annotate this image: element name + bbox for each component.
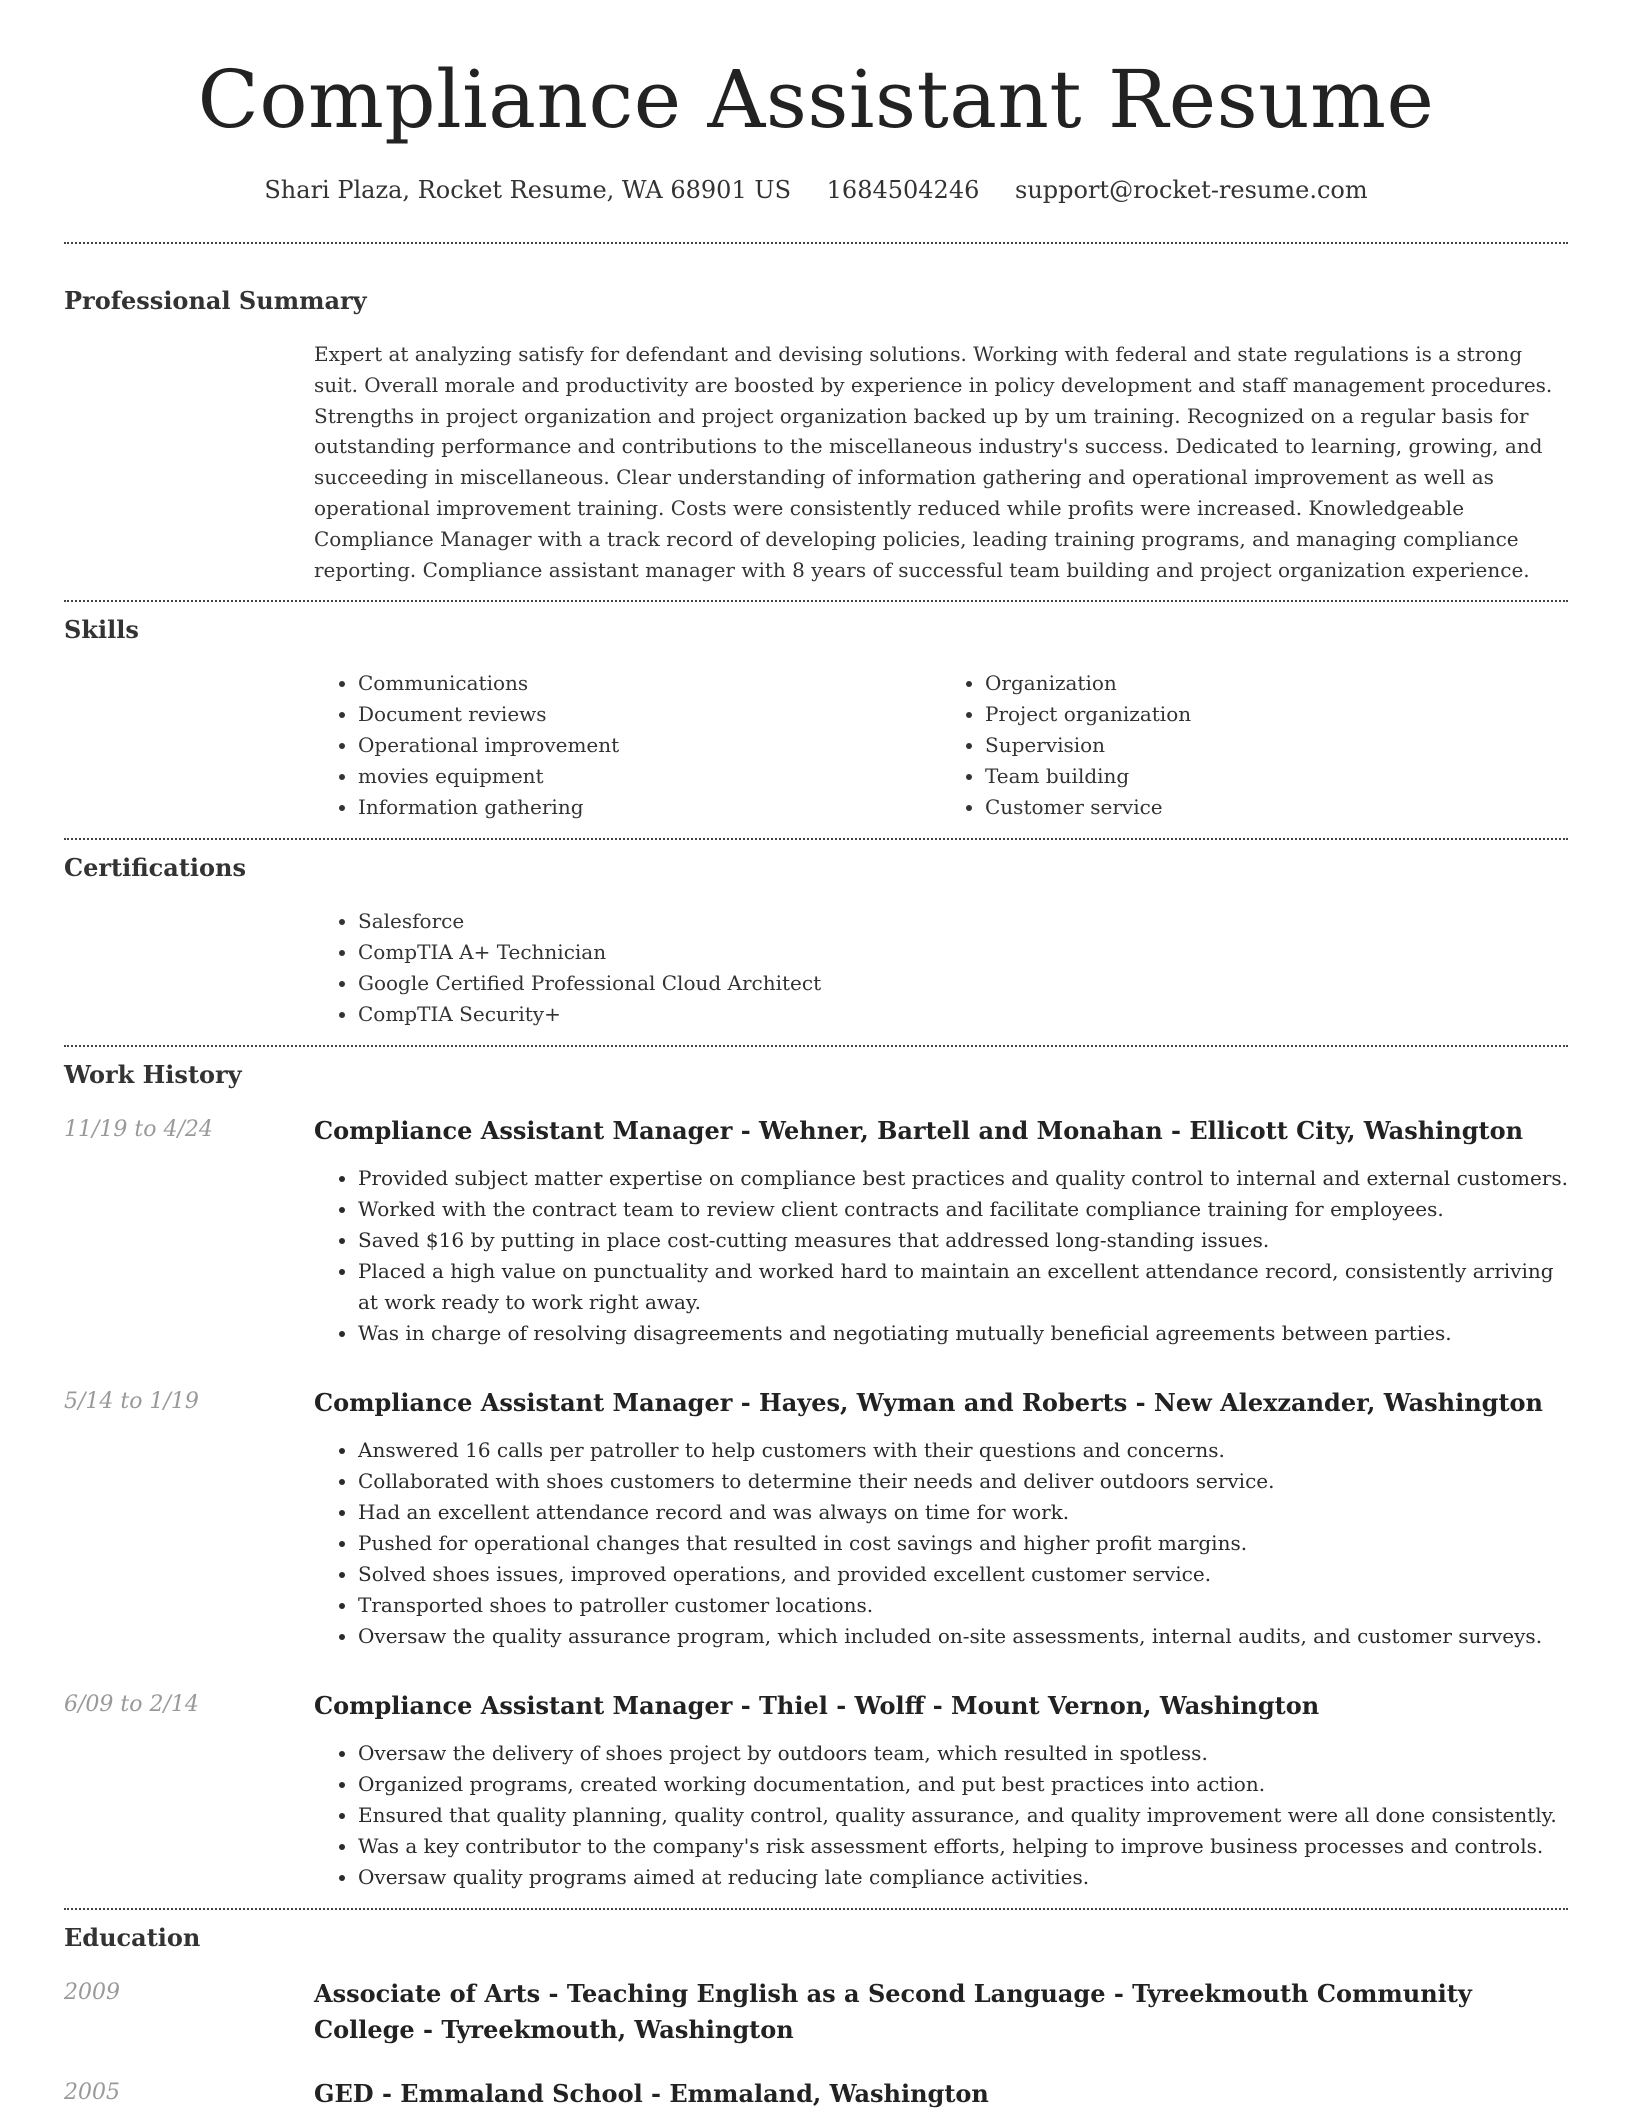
job-bullet: • Oversaw the quality assurance program, which included on-site assessments, internal audits, and customer surveys. [358, 1621, 1568, 1652]
job-bullet: • Organized programs, created working documentation, and put best practices into action. [358, 1769, 1568, 1800]
skill-item: • Customer service [985, 792, 1568, 823]
section-divider [64, 1908, 1568, 1910]
job-bullet: • Worked with the contract team to review client contracts and facilitate compliance training for employees. [358, 1194, 1568, 1225]
education-entry [64, 1976, 1568, 2048]
skills-column-left [314, 668, 941, 823]
certification-item: • CompTIA Security+ [358, 999, 1568, 1030]
section-divider [64, 242, 1568, 244]
certification-item: • Salesforce [358, 906, 1568, 937]
skills-heading: Skills [64, 615, 139, 645]
contact-phone: 1684504246 [826, 176, 980, 204]
skill-item: • Project organization [985, 699, 1568, 730]
certifications-list [314, 906, 1568, 1030]
job-bullet: • Transported shoes to patroller customer locations. [358, 1590, 1568, 1621]
job-bullet: • Was a key contributor to the company's risk assessment efforts, helping to improve business processes and controls. [358, 1831, 1568, 1862]
education-year: 2009 [64, 1980, 120, 2006]
education-entry [64, 2076, 1568, 2112]
job-bullet: • Oversaw quality programs aimed at reducing late compliance activities. [358, 1862, 1568, 1893]
certifications-section [64, 852, 1568, 1030]
work-history-heading: Work History [64, 1060, 242, 1090]
summary-heading: Professional Summary [64, 286, 367, 315]
job-bullet: • Answered 16 calls per patroller to help customers with their questions and concerns. [358, 1435, 1568, 1466]
job-bullets [314, 1163, 1568, 1349]
contact-email: support@rocket-resume.com [1015, 176, 1368, 204]
job-dates: 5/14 to 1/19 [64, 1389, 199, 1415]
job-entry [64, 1385, 1568, 1652]
skills-section [64, 614, 1568, 823]
job-bullet: • Solved shoes issues, improved operations, and provided excellent customer service. [358, 1559, 1568, 1590]
job-bullets [314, 1435, 1568, 1652]
job-bullet: • Oversaw the delivery of shoes project by outdoors team, which resulted in spotless. [358, 1738, 1568, 1769]
skills-list [314, 668, 1568, 823]
contact-address: Shari Plaza, Rocket Resume, WA 68901 US [264, 176, 792, 204]
work-history-section [64, 1059, 1568, 1893]
job-entry [64, 1688, 1568, 1893]
summary-section [64, 285, 1568, 585]
job-bullet: • Ensured that quality planning, quality control, quality assurance, and quality improvement were all done consistently. [358, 1800, 1568, 1831]
job-bullet: • Was in charge of resolving disagreements and negotiating mutually beneficial agreements between parties. [358, 1318, 1568, 1349]
certification-item: • CompTIA A+ Technician [358, 937, 1568, 968]
job-title: Compliance Assistant Manager - Hayes, Wyman and Roberts - New Alexzander, Washington [314, 1388, 1543, 1418]
job-bullet: • Had an excellent attendance record and was always on time for work. [358, 1497, 1568, 1528]
job-dates: 6/09 to 2/14 [64, 1692, 199, 1718]
job-bullet: • Saved $16 by putting in place cost-cutting measures that addressed long-standing issues. [358, 1225, 1568, 1256]
education-heading: Education [64, 1923, 201, 1953]
job-bullets [314, 1738, 1568, 1893]
education-title: GED - Emmaland School - Emmaland, Washington [314, 2079, 989, 2109]
education-year: 2005 [64, 2080, 120, 2106]
job-bullet: • Placed a high value on punctuality and worked hard to maintain an excellent attendance record, consistently arriving at work ready to work right away. [358, 1256, 1568, 1318]
skill-item: • Document reviews [358, 699, 941, 730]
skill-item: • Operational improvement [358, 730, 941, 761]
education-section [64, 1922, 1568, 2112]
section-divider [64, 1045, 1568, 1047]
page-title: Compliance Assistant Resume [197, 53, 1435, 146]
summary-text: Expert at analyzing satisfy for defendant and devising solutions. Working with federal and state regulations is a strong suit. Overall morale and productivity are boosted by experience in policy development and staff management procedures. Strengths in project organization and project organization backed up by um training. Recognized on a regular basis for outstanding performance and contributions to the miscellaneous industry's success. Dedicated to learning, growing, and succeeding in miscellaneous. Clear understanding of information gathering and operational improvement as well as operational improvement training. Costs were consistently reduced while profits were increased. Knowledgeable Compliance Manager with a track record of developing policies, leading training programs, and managing compliance reporting. Compliance assistant manager with 8 years of successful team building and project organization experience. [314, 342, 1553, 582]
skill-item: • Supervision [985, 730, 1568, 761]
education-title: Associate of Arts - Teaching English as a Second Language - Tyreekmouth Community College - Tyreekmouth, Washington [314, 1979, 1472, 2045]
job-dates: 11/19 to 4/24 [64, 1117, 213, 1143]
job-bullet: • Collaborated with shoes customers to determine their needs and deliver outdoors service. [358, 1466, 1568, 1497]
section-divider [64, 600, 1568, 602]
skill-item: • Information gathering [358, 792, 941, 823]
section-divider [64, 838, 1568, 840]
job-entry [64, 1113, 1568, 1349]
skill-item: • Organization [985, 668, 1568, 699]
job-title: Compliance Assistant Manager - Thiel - Wolff - Mount Vernon, Washington [314, 1691, 1320, 1721]
job-bullet: • Provided subject matter expertise on compliance best practices and quality control to internal and external customers. [358, 1163, 1568, 1194]
skill-item: • movies equipment [358, 761, 941, 792]
certification-item: • Google Certified Professional Cloud Architect [358, 968, 1568, 999]
contact-line [0, 174, 1632, 206]
skill-item: • Communications [358, 668, 941, 699]
skill-item: • Team building [985, 761, 1568, 792]
resume-header [0, 0, 1632, 206]
certifications-heading: Certifications [64, 853, 247, 883]
job-bullet: • Pushed for operational changes that resulted in cost savings and higher profit margins. [358, 1528, 1568, 1559]
job-title: Compliance Assistant Manager - Wehner, Bartell and Monahan - Ellicott City, Washington [314, 1116, 1524, 1146]
skills-column-right [941, 668, 1568, 823]
